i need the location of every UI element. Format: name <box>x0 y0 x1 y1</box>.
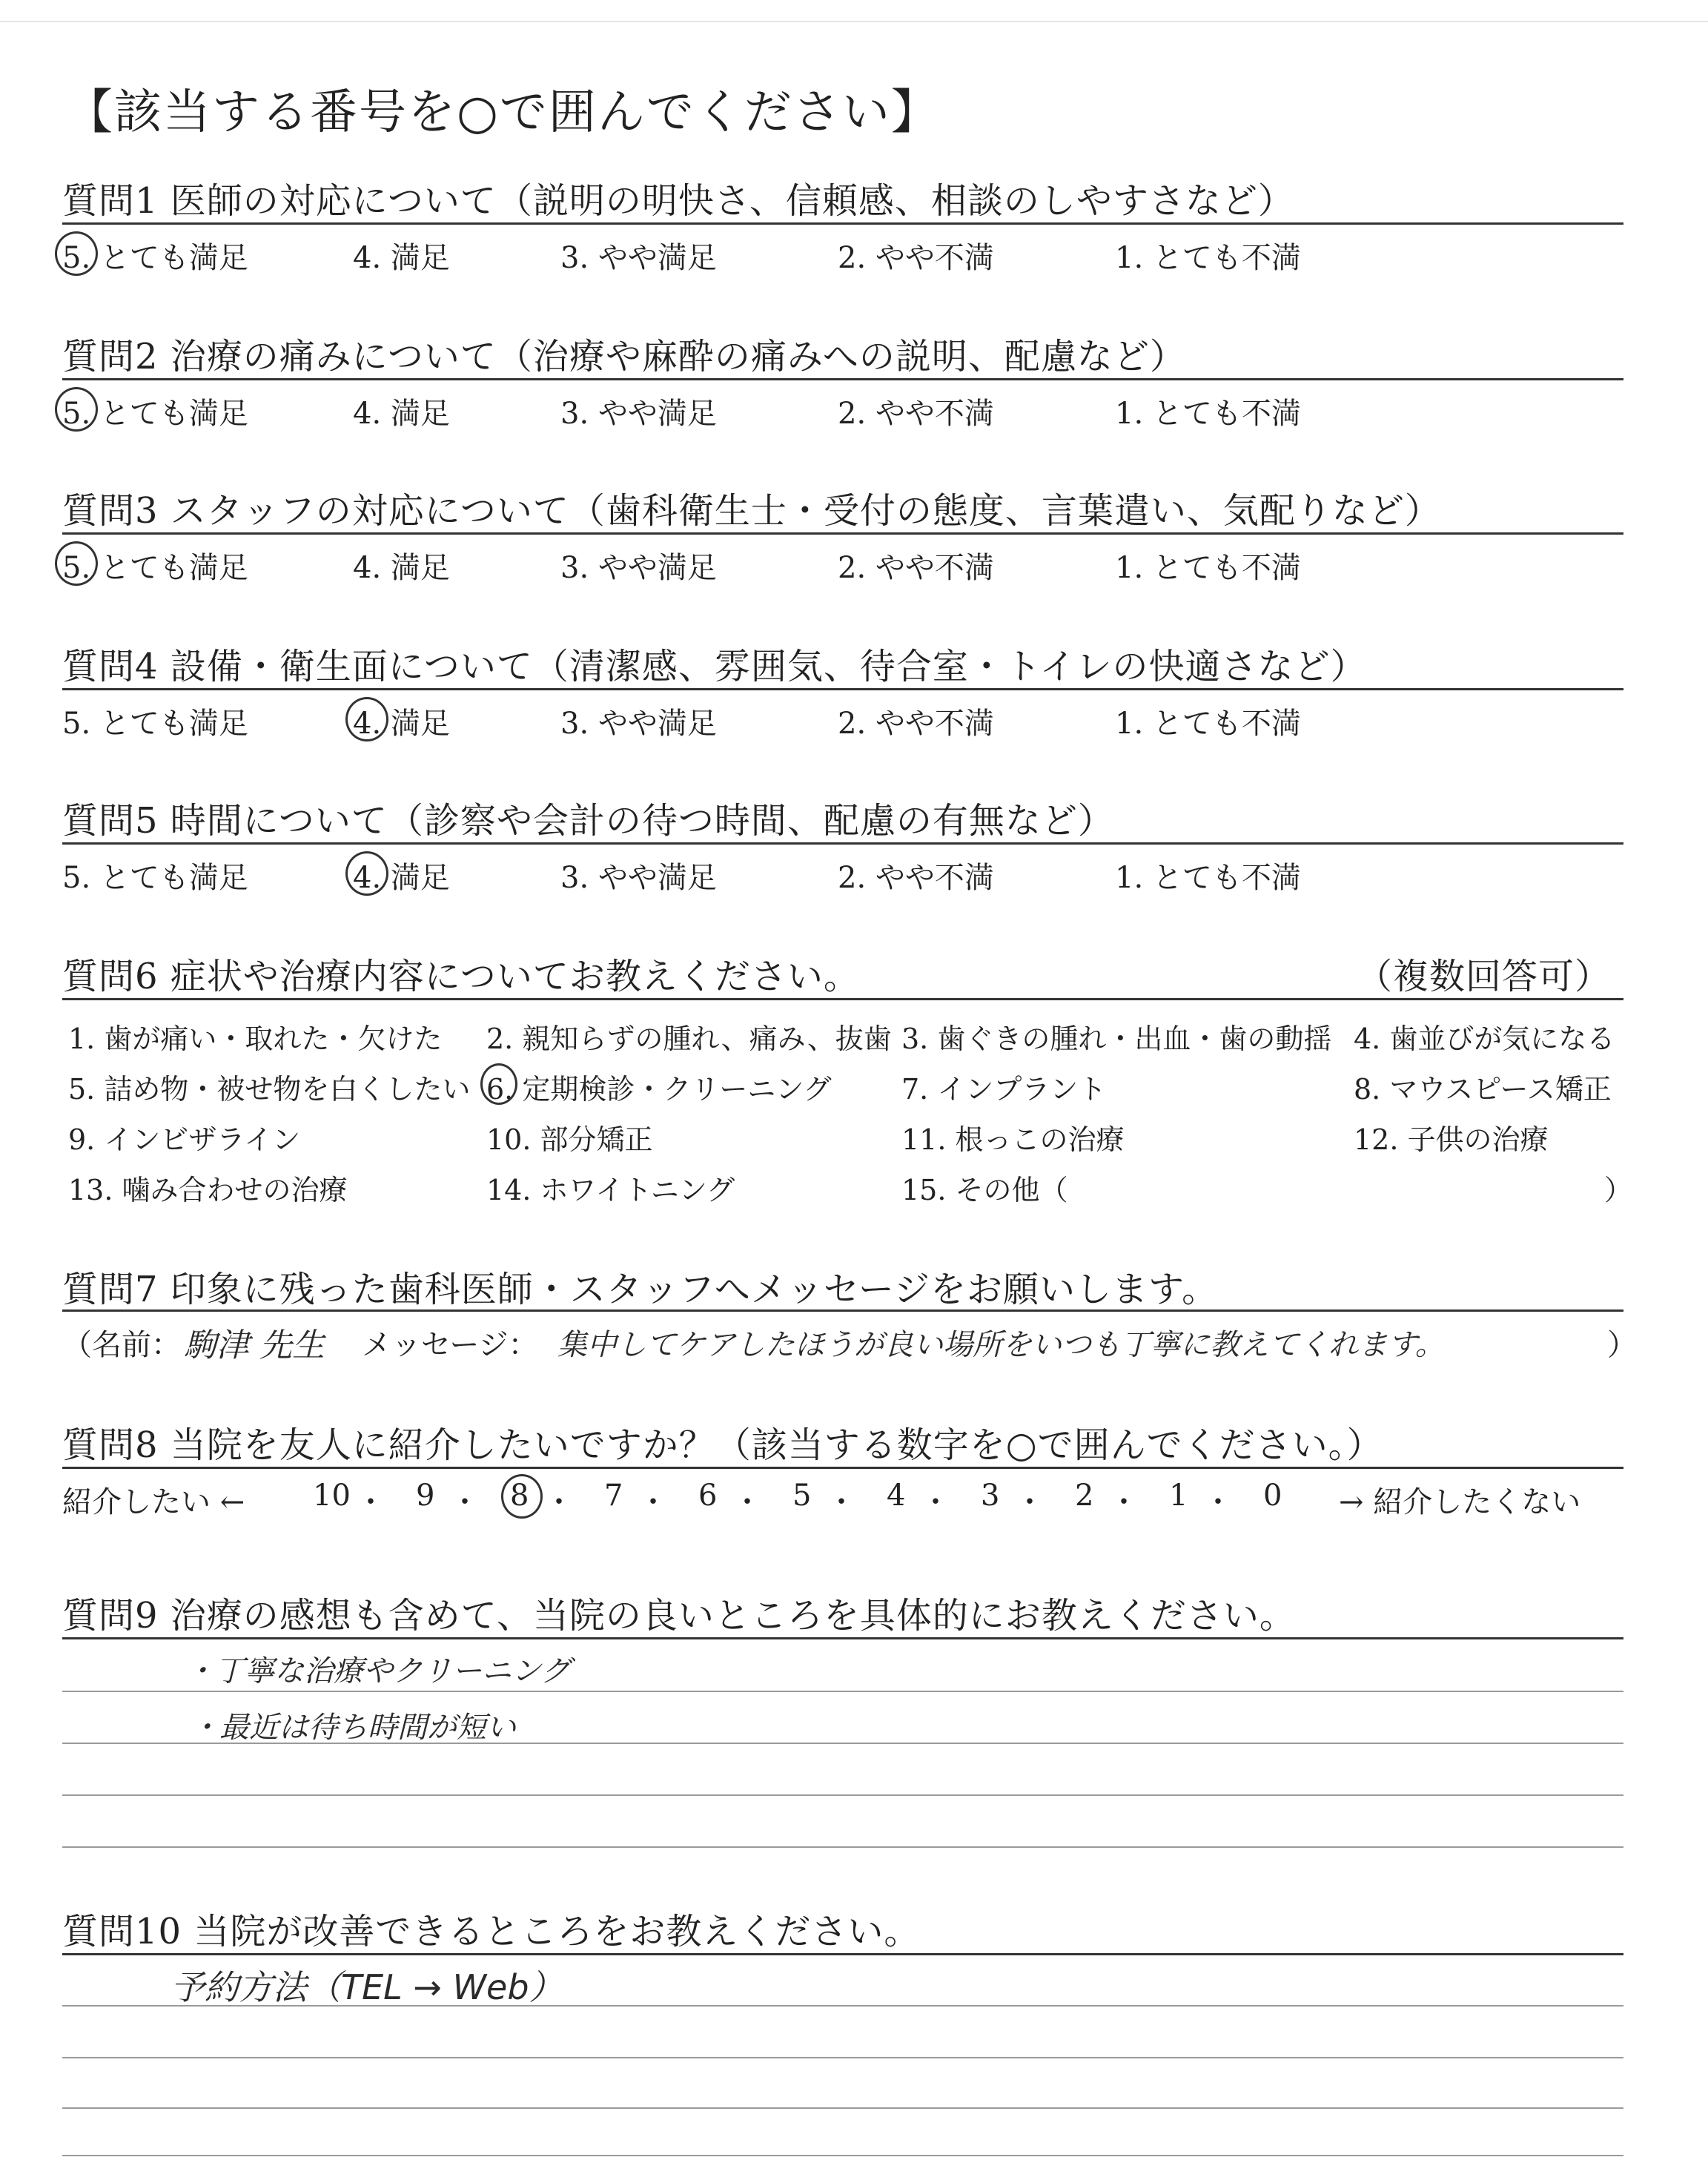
q8-separator: ・ <box>638 1485 668 1519</box>
q1-option[interactable]: 2. やや不満 <box>838 241 994 275</box>
q8-scale-value[interactable]: 10 <box>313 1479 351 1513</box>
q6-option[interactable]: 11. 根っこの治療 <box>901 1123 1125 1156</box>
q9-answer-2: ・最近は待ち時間が短い <box>190 1711 516 1745</box>
q4-option[interactable]: 2. やや不満 <box>838 707 994 741</box>
q6-option[interactable]: 3. 歯ぐきの腫れ・出血・歯の動揺 <box>901 1023 1332 1055</box>
q8-separator: ・ <box>1203 1485 1233 1519</box>
q3-option[interactable]: 5. とても満足 <box>62 551 248 585</box>
q2-heading: 質問2 治療の痛みについて（治療や麻酔の痛みへの説明、配慮など） <box>62 336 1186 377</box>
q8-scale-value[interactable]: 0 <box>1263 1479 1282 1513</box>
q3-option[interactable]: 4. 満足 <box>353 551 450 585</box>
q8-separator: ・ <box>827 1485 856 1519</box>
q8-scale-value[interactable]: 3 <box>981 1479 1000 1513</box>
q4-selection-circle <box>345 697 388 742</box>
q6-option[interactable]: 1. 歯が痛い・取れた・欠けた <box>68 1023 443 1055</box>
q5-option[interactable]: 4. 満足 <box>353 861 450 895</box>
q8-separator: ・ <box>450 1485 480 1519</box>
q8-scale-value[interactable]: 4 <box>887 1479 906 1513</box>
q6-selection-circle <box>480 1063 517 1105</box>
q8-scale-value[interactable]: 2 <box>1075 1479 1094 1513</box>
q9-line-3 <box>62 1794 1623 1796</box>
q9-answer-1: ・丁寧な治療やクリーニング <box>185 1654 571 1688</box>
q8-scale-value[interactable]: 9 <box>416 1479 435 1513</box>
q8-right-label: → 紹介したくない <box>1339 1485 1581 1519</box>
q6-option[interactable]: 14. ホワイトニング <box>486 1174 735 1206</box>
q5-option[interactable]: 5. とても満足 <box>62 861 248 895</box>
q6-option[interactable]: 6. 定期検診・クリーニング <box>486 1073 832 1106</box>
top-edge-line <box>0 21 1708 22</box>
q4-option[interactable]: 4. 満足 <box>353 707 450 741</box>
q3-selection-circle <box>55 541 98 586</box>
q5-option[interactable]: 1. とても不満 <box>1115 861 1301 895</box>
q5-heading: 質問5 時間について（診察や会計の待つ時間、配慮の有無など） <box>62 800 1114 842</box>
q6-option[interactable]: 10. 部分矯正 <box>486 1123 653 1156</box>
q1-heading: 質問1 医師の対応について（説明の明快さ、信頼感、相談のしやすさなど） <box>62 180 1294 222</box>
q6-option[interactable]: 7. インプラント <box>901 1073 1107 1106</box>
q7-name-label: （名前： <box>62 1328 181 1362</box>
q10-line-3 <box>62 2107 1623 2109</box>
q10-answer-1: 予約方法（TEL → Web） <box>171 1967 563 2007</box>
q6-option[interactable]: 9. インビザライン <box>68 1123 301 1156</box>
q10-rule <box>62 1953 1623 1955</box>
q8-separator: ・ <box>544 1485 574 1519</box>
q4-option[interactable]: 5. とても満足 <box>62 707 248 741</box>
q8-scale-value[interactable]: 1 <box>1169 1479 1188 1513</box>
q8-separator: ・ <box>921 1485 950 1519</box>
q5-option[interactable]: 3. やや満足 <box>560 861 717 895</box>
page-title: 【該当する番号を○で囲んでください】 <box>65 85 940 140</box>
q2-selection-circle <box>55 387 98 432</box>
q1-option[interactable]: 4. 満足 <box>353 241 450 275</box>
q1-option[interactable]: 1. とても不満 <box>1115 241 1301 275</box>
q4-rule <box>62 688 1623 690</box>
q6-option[interactable]: 13. 噛み合わせの治療 <box>68 1174 348 1206</box>
q4-option[interactable]: 1. とても不満 <box>1115 707 1301 741</box>
q3-option[interactable]: 1. とても不満 <box>1115 551 1301 585</box>
q2-option[interactable]: 5. とても満足 <box>62 397 248 431</box>
q6-option[interactable]: 4. 歯並びが気になる <box>1354 1023 1615 1055</box>
q7-close-paren: ） <box>1607 1328 1637 1362</box>
q3-heading: 質問3 スタッフの対応について（歯科衛生士・受付の態度、言葉遣い、気配りなど） <box>62 490 1441 532</box>
q7-heading: 質問7 印象に残った歯科医師・スタッフへメッセージをお願いします。 <box>62 1269 1219 1310</box>
q10-line-2 <box>62 2057 1623 2058</box>
q7-message-label: メッセージ： <box>362 1328 538 1362</box>
q2-option[interactable]: 4. 満足 <box>353 397 450 431</box>
q8-scale-value[interactable]: 8 <box>510 1479 529 1513</box>
q7-message-value: 集中してケアしたほうが良い場所をいつも丁寧に教えてくれます。 <box>557 1328 1445 1362</box>
q6-option[interactable]: 5. 詰め物・被せ物を白くしたい <box>68 1073 471 1106</box>
q6-heading: 質問6 症状や治療内容についてお教えください。 <box>62 956 860 997</box>
q10-line-4 <box>62 2155 1623 2156</box>
q2-option[interactable]: 2. やや不満 <box>838 397 994 431</box>
q3-rule <box>62 532 1623 535</box>
q6-note: （複数回答可） <box>1357 956 1612 997</box>
q7-name-value: 駒津 先生 <box>184 1327 325 1364</box>
q9-line-1 <box>62 1691 1623 1692</box>
q1-selection-circle <box>55 231 98 276</box>
q6-option[interactable]: 8. マウスピース矯正 <box>1354 1073 1612 1106</box>
q8-selection-circle <box>501 1474 543 1519</box>
q8-scale-value[interactable]: 6 <box>698 1479 718 1513</box>
q5-selection-circle <box>345 851 388 896</box>
q3-option[interactable]: 2. やや不満 <box>838 551 994 585</box>
q5-option[interactable]: 2. やや不満 <box>838 861 994 895</box>
q9-heading: 質問9 治療の感想も含めて、当院の良いところを具体的にお教えください。 <box>62 1595 1296 1636</box>
q2-option[interactable]: 3. やや満足 <box>560 397 717 431</box>
q5-rule <box>62 842 1623 845</box>
q1-option[interactable]: 5. とても満足 <box>62 241 248 275</box>
q6-rule <box>62 998 1623 1000</box>
q6-option[interactable]: 12. 子供の治療 <box>1354 1123 1549 1156</box>
q8-separator: ・ <box>356 1485 385 1519</box>
q1-option[interactable]: 3. やや満足 <box>560 241 717 275</box>
q3-option[interactable]: 3. やや満足 <box>560 551 717 585</box>
q4-option[interactable]: 3. やや満足 <box>560 707 717 741</box>
q8-scale-value[interactable]: 5 <box>792 1479 812 1513</box>
q10-heading: 質問10 当院が改善できるところをお教えください。 <box>62 1911 921 1952</box>
q9-line-4 <box>62 1846 1623 1848</box>
q8-separator: ・ <box>1109 1485 1139 1519</box>
q8-rule <box>62 1467 1623 1469</box>
q1-rule <box>62 222 1623 225</box>
q6-option[interactable]: 2. 親知らずの腫れ、痛み、抜歯 <box>486 1023 892 1055</box>
q8-separator: ・ <box>732 1485 762 1519</box>
q4-heading: 質問4 設備・衛生面について（清潔感、雰囲気、待合室・トイレの快適さなど） <box>62 646 1367 687</box>
q8-heading: 質問8 当院を友人に紹介したいですか？（該当する数字を○で囲んでください。） <box>62 1424 1383 1466</box>
q9-rule <box>62 1637 1623 1639</box>
q8-separator: ・ <box>1015 1485 1045 1519</box>
q6-other-close: ） <box>1604 1174 1633 1206</box>
q2-rule <box>62 378 1623 380</box>
q2-option[interactable]: 1. とても不満 <box>1115 397 1301 431</box>
q6-option[interactable]: 15. その他（ <box>901 1174 1068 1206</box>
q8-scale-value[interactable]: 7 <box>604 1479 623 1513</box>
q7-rule <box>62 1309 1623 1312</box>
q8-left-label: 紹介したい ← <box>62 1485 245 1519</box>
